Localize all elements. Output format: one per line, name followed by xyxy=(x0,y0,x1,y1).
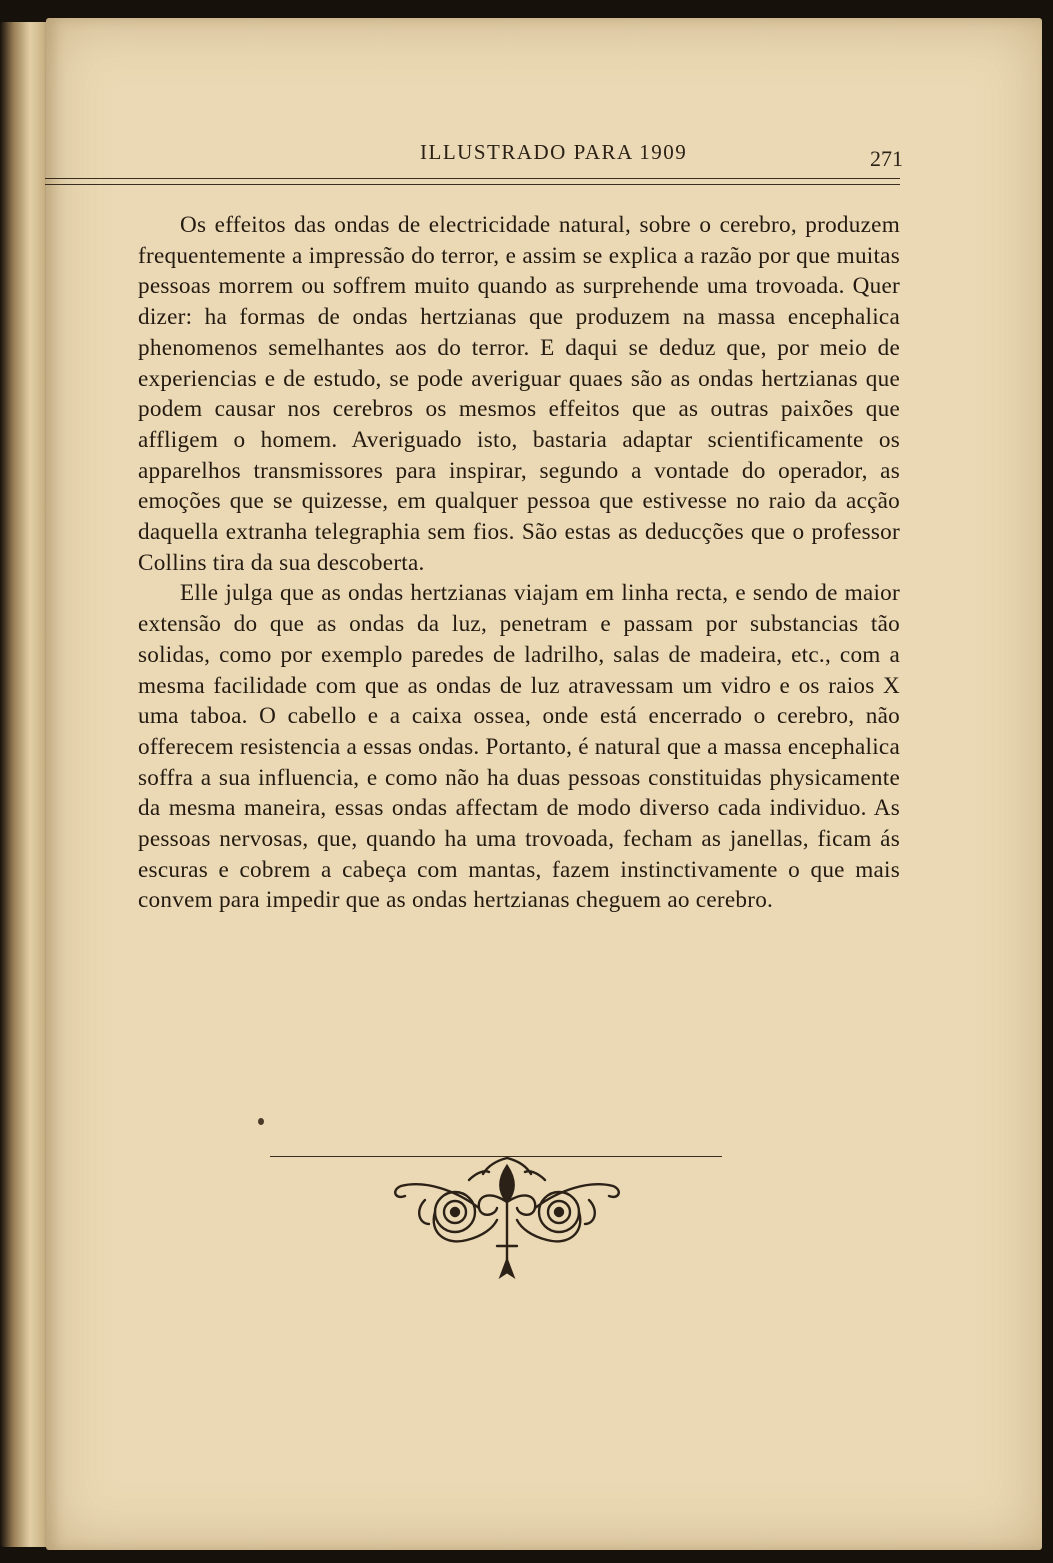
running-header xyxy=(100,140,903,182)
running-title: ILLUSTRADO PARA 1909 xyxy=(420,140,688,164)
header-double-rule xyxy=(45,178,900,185)
ink-speck xyxy=(258,1118,264,1125)
fleuron-ornament-icon xyxy=(385,1150,630,1282)
article-body xyxy=(138,210,900,916)
paragraph: Os effeitos das ondas de electricidade natural, sobre o cerebro, produzem frequentemente a impressão do terror, e assim se explica a razão por que muitas pessoas morrem ou soffrem muito quando as surprehende uma trovoada. Quer dizer: ha formas de ondas hertzianas que produzem na massa encephalica phenomenos semelhantes aos do terror. E daqui se deduz que, por meio de experiencias e de estudo, se pode averiguar quaes são as ondas hertzianas que podem causar nos cerebros os mesmos effeitos que as outras paixões que affligem o homem. Averiguado isto, bastaria adaptar scientificamente os apparelhos transmissores para inspirar, segundo a vontade do operador, as emoções que se quizesse, em qualquer pessoa que estivesse no raio da acção daquella extranha telegraphia sem fios. São estas as deducções que o professor Collins tira da sua descoberta. xyxy=(138,212,900,576)
page-number: 271 xyxy=(870,146,903,171)
paragraph: Elle julga que as ondas hertzianas viajam em linha recta, e sendo de maior extensão do que as ondas da luz, penetram e passam por substancias tão solidas, como por exemplo paredes de ladrilho, salas de madeira, etc., com a mesma facilidade com que as ondas de luz atravessam um vidro e os raios X uma taboa. O cabello e a caixa ossea, onde está encerrado o cerebro, não offerecem resistencia a essas ondas. Portanto, é natural que a massa encephalica soffra a sua influencia, e como não ha duas pessoas constituidas physicamente da mesma maneira, essas ondas affectam de modo diverso cada individuo. As pessoas nervosas, que, quando ha uma trovoada, fecham as janellas, ficam ás escuras e cobrem a cabeça com mantas, fazem instinctivamente o que mais convem para impedir que as ondas hertzianas cheguem ao cerebro. xyxy=(138,580,900,914)
